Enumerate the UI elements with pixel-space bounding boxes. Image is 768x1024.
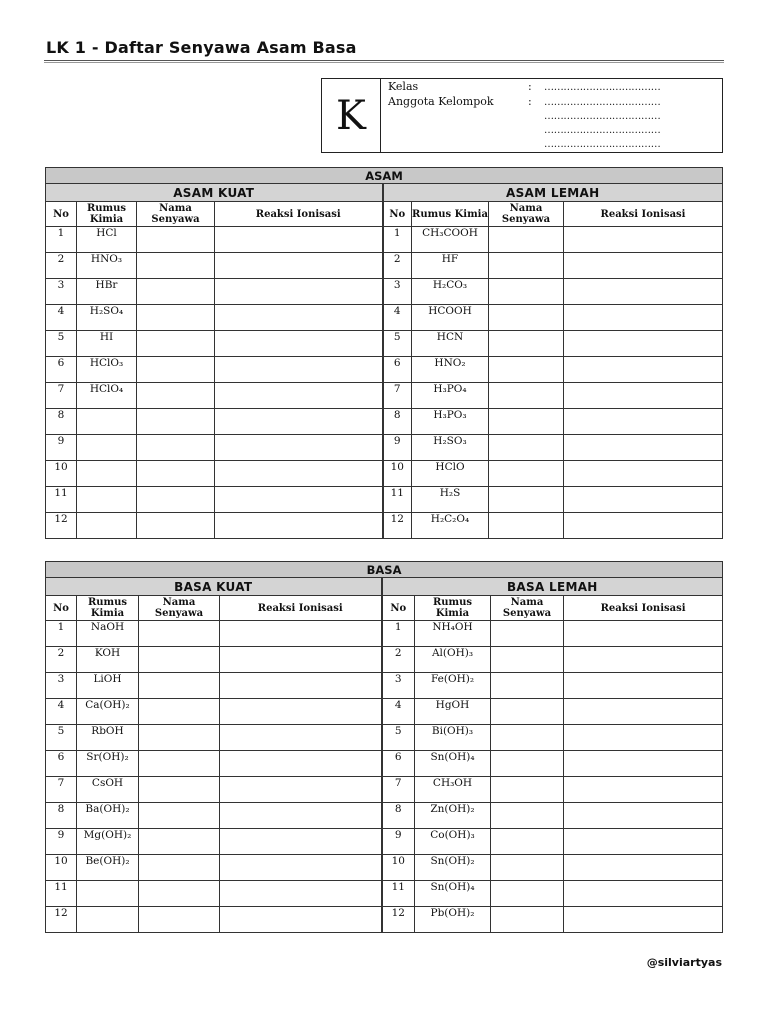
reaksi-ionisasi-cell[interactable] <box>564 227 723 253</box>
reaksi-ionisasi-cell[interactable] <box>564 435 723 461</box>
formula-cell: HClO <box>412 461 489 487</box>
basa-rows <box>46 621 723 933</box>
table-row <box>46 725 723 751</box>
reaksi-ionisasi-cell[interactable] <box>220 881 382 907</box>
formula-cell: Be(OH)₂ <box>77 855 139 881</box>
table-row <box>46 305 723 331</box>
reaksi-ionisasi-cell[interactable] <box>220 855 382 881</box>
table-row <box>46 253 723 279</box>
col-rumus: Rumus Kimia <box>77 596 139 621</box>
formula-cell: HBr <box>77 279 137 305</box>
formula-cell: CH₃OH <box>415 777 491 803</box>
row-number: 10 <box>382 855 415 881</box>
row-number: 1 <box>46 227 77 253</box>
info-row-anggota <box>388 94 660 109</box>
nama-senyawa-cell[interactable] <box>139 829 220 855</box>
author-credit: @silviartyas <box>646 956 722 969</box>
nama-senyawa-cell[interactable] <box>137 305 215 331</box>
row-number: 3 <box>383 279 412 305</box>
col-nama: Nama Senyawa <box>139 596 220 621</box>
row-number: 3 <box>46 279 77 305</box>
formula-cell <box>77 881 139 907</box>
formula-cell: NaOH <box>77 621 139 647</box>
info-fill-line[interactable]: ……………………………… <box>544 82 661 93</box>
formula-cell: H₂SO₄ <box>77 305 137 331</box>
formula-cell: HCl <box>77 227 137 253</box>
nama-senyawa-cell[interactable] <box>137 461 215 487</box>
info-label: Anggota Kelompok <box>388 95 494 108</box>
formula-cell: H₂CO₃ <box>412 279 489 305</box>
row-number: 11 <box>383 487 412 513</box>
row-number: 8 <box>383 409 412 435</box>
table-row <box>46 803 723 829</box>
row-number: 12 <box>382 907 415 933</box>
reaksi-ionisasi-cell[interactable] <box>564 855 723 881</box>
basa-table <box>45 561 723 933</box>
formula-cell: RbOH <box>77 725 139 751</box>
group-info-box <box>321 78 723 153</box>
formula-cell: CH₃COOH <box>412 227 489 253</box>
table-row <box>46 513 723 539</box>
page-title: LK 1 - Daftar Senyawa Asam Basa <box>46 38 357 57</box>
reaksi-ionisasi-cell[interactable] <box>564 305 723 331</box>
row-number: 2 <box>46 647 77 673</box>
table-row <box>46 751 723 777</box>
reaksi-ionisasi-cell[interactable] <box>564 331 723 357</box>
reaksi-ionisasi-cell[interactable] <box>215 383 383 409</box>
row-number: 9 <box>383 435 412 461</box>
reaksi-ionisasi-cell[interactable] <box>215 487 383 513</box>
table-row <box>46 881 723 907</box>
reaksi-ionisasi-cell[interactable] <box>564 383 723 409</box>
table-row <box>46 829 723 855</box>
basa-title: BASA <box>46 562 723 578</box>
reaksi-ionisasi-cell[interactable] <box>215 279 383 305</box>
asam-table <box>45 167 723 539</box>
nama-senyawa-cell[interactable] <box>489 435 564 461</box>
info-fill-line[interactable]: ……………………………… <box>544 111 661 122</box>
reaksi-ionisasi-cell[interactable] <box>220 829 382 855</box>
nama-senyawa-cell[interactable] <box>139 673 220 699</box>
row-number: 3 <box>46 673 77 699</box>
nama-senyawa-cell[interactable] <box>489 513 564 539</box>
reaksi-ionisasi-cell[interactable] <box>564 803 723 829</box>
nama-senyawa-cell[interactable] <box>489 357 564 383</box>
row-number: 9 <box>382 829 415 855</box>
table-row <box>46 435 723 461</box>
info-colon: : <box>528 80 532 93</box>
formula-cell: Mg(OH)₂ <box>77 829 139 855</box>
col-reaksi: Reaksi Ionisasi <box>564 202 723 227</box>
row-number: 11 <box>382 881 415 907</box>
formula-cell: Sn(OH)₄ <box>415 881 491 907</box>
formula-cell: Fe(OH)₂ <box>415 673 491 699</box>
formula-cell: HClO₃ <box>77 357 137 383</box>
nama-senyawa-cell[interactable] <box>489 227 564 253</box>
reaksi-ionisasi-cell[interactable] <box>215 305 383 331</box>
row-number: 2 <box>383 253 412 279</box>
nama-senyawa-cell[interactable] <box>139 751 220 777</box>
row-number: 11 <box>46 487 77 513</box>
nama-senyawa-cell[interactable] <box>489 383 564 409</box>
col-reaksi: Reaksi Ionisasi <box>220 596 382 621</box>
nama-senyawa-cell[interactable] <box>139 725 220 751</box>
reaksi-ionisasi-cell[interactable] <box>220 725 382 751</box>
nama-senyawa-cell[interactable] <box>489 487 564 513</box>
row-number: 6 <box>383 357 412 383</box>
formula-cell: H₂SO₃ <box>412 435 489 461</box>
table-row <box>46 409 723 435</box>
reaksi-ionisasi-cell[interactable] <box>215 461 383 487</box>
formula-cell: Ba(OH)₂ <box>77 803 139 829</box>
table-row <box>46 383 723 409</box>
row-number: 5 <box>46 725 77 751</box>
formula-cell: HCN <box>412 331 489 357</box>
reaksi-ionisasi-cell[interactable] <box>564 725 723 751</box>
reaksi-ionisasi-cell[interactable] <box>564 253 723 279</box>
formula-cell: HNO₃ <box>77 253 137 279</box>
formula-cell: HNO₂ <box>412 357 489 383</box>
col-nama: Nama Senyawa <box>491 596 564 621</box>
asam-rows <box>46 227 723 539</box>
nama-senyawa-cell[interactable] <box>489 279 564 305</box>
row-number: 1 <box>46 621 77 647</box>
col-rumus: Rumus Kimia <box>415 596 491 621</box>
nama-senyawa-cell[interactable] <box>489 331 564 357</box>
formula-cell: HF <box>412 253 489 279</box>
col-reaksi: Reaksi Ionisasi <box>564 596 723 621</box>
nama-senyawa-cell[interactable] <box>491 673 564 699</box>
reaksi-ionisasi-cell[interactable] <box>564 699 723 725</box>
nama-senyawa-cell[interactable] <box>139 803 220 829</box>
formula-cell <box>77 487 137 513</box>
asam-lemah-title: ASAM LEMAH <box>383 184 723 202</box>
reaksi-ionisasi-cell[interactable] <box>220 621 382 647</box>
nama-senyawa-cell[interactable] <box>139 907 220 933</box>
table-row <box>46 855 723 881</box>
reaksi-ionisasi-cell[interactable] <box>215 435 383 461</box>
row-number: 1 <box>382 621 415 647</box>
row-number: 4 <box>383 305 412 331</box>
info-fill-line[interactable]: ……………………………… <box>544 125 661 136</box>
row-number: 6 <box>46 751 77 777</box>
reaksi-ionisasi-cell[interactable] <box>564 409 723 435</box>
nama-senyawa-cell[interactable] <box>137 331 215 357</box>
row-number: 5 <box>382 725 415 751</box>
formula-cell: Zn(OH)₂ <box>415 803 491 829</box>
nama-senyawa-cell[interactable] <box>489 409 564 435</box>
nama-senyawa-cell[interactable] <box>491 699 564 725</box>
reaksi-ionisasi-cell[interactable] <box>215 227 383 253</box>
row-number: 6 <box>46 357 77 383</box>
formula-cell: HCOOH <box>412 305 489 331</box>
table-row <box>46 647 723 673</box>
row-number: 8 <box>46 409 77 435</box>
col-rumus: Rumus Kimia <box>412 202 489 227</box>
table-row <box>46 777 723 803</box>
basa-kuat-title: BASA KUAT <box>46 578 382 596</box>
row-number: 9 <box>46 829 77 855</box>
table-row <box>46 487 723 513</box>
table-row <box>46 673 723 699</box>
row-number: 4 <box>382 699 415 725</box>
nama-senyawa-cell[interactable] <box>491 777 564 803</box>
nama-senyawa-cell[interactable] <box>137 357 215 383</box>
formula-cell: Sn(OH)₂ <box>415 855 491 881</box>
table-row <box>46 227 723 253</box>
row-number: 11 <box>46 881 77 907</box>
row-number: 7 <box>382 777 415 803</box>
reaksi-ionisasi-cell[interactable] <box>564 513 723 539</box>
formula-cell: Al(OH)₃ <box>415 647 491 673</box>
nama-senyawa-cell[interactable] <box>139 777 220 803</box>
formula-cell: NH₄OH <box>415 621 491 647</box>
reaksi-ionisasi-cell[interactable] <box>564 829 723 855</box>
nama-senyawa-cell[interactable] <box>491 647 564 673</box>
reaksi-ionisasi-cell[interactable] <box>215 409 383 435</box>
info-row-member <box>388 122 660 137</box>
nama-senyawa-cell[interactable] <box>139 699 220 725</box>
asam-title: ASAM <box>46 168 723 184</box>
formula-cell: Co(OH)₃ <box>415 829 491 855</box>
reaksi-ionisasi-cell[interactable] <box>564 881 723 907</box>
formula-cell: HgOH <box>415 699 491 725</box>
nama-senyawa-cell[interactable] <box>139 855 220 881</box>
nama-senyawa-cell[interactable] <box>139 647 220 673</box>
formula-cell <box>77 435 137 461</box>
col-no: No <box>383 202 412 227</box>
reaksi-ionisasi-cell[interactable] <box>564 647 723 673</box>
reaksi-ionisasi-cell[interactable] <box>215 331 383 357</box>
row-number: 7 <box>383 383 412 409</box>
nama-senyawa-cell[interactable] <box>139 881 220 907</box>
nama-senyawa-cell[interactable] <box>137 435 215 461</box>
col-nama: Nama Senyawa <box>137 202 215 227</box>
nama-senyawa-cell[interactable] <box>137 513 215 539</box>
table-row <box>46 461 723 487</box>
nama-senyawa-cell[interactable] <box>491 751 564 777</box>
info-row-member <box>388 108 660 123</box>
row-number: 8 <box>46 803 77 829</box>
col-nama: Nama Senyawa <box>489 202 564 227</box>
reaksi-ionisasi-cell[interactable] <box>564 487 723 513</box>
formula-cell: Sn(OH)₄ <box>415 751 491 777</box>
nama-senyawa-cell[interactable] <box>139 621 220 647</box>
row-number: 12 <box>46 513 77 539</box>
formula-cell: Pb(OH)₂ <box>415 907 491 933</box>
reaksi-ionisasi-cell[interactable] <box>215 513 383 539</box>
info-fill-line[interactable]: ……………………………… <box>544 97 661 108</box>
row-number: 1 <box>383 227 412 253</box>
row-number: 10 <box>46 461 77 487</box>
nama-senyawa-cell[interactable] <box>489 461 564 487</box>
info-row-kelas <box>388 79 660 94</box>
group-letter: K <box>322 79 381 152</box>
col-no: No <box>46 202 77 227</box>
reaksi-ionisasi-cell[interactable] <box>215 357 383 383</box>
basa-lemah-title: BASA LEMAH <box>382 578 723 596</box>
nama-senyawa-cell[interactable] <box>491 855 564 881</box>
col-no: No <box>46 596 77 621</box>
nama-senyawa-cell[interactable] <box>491 725 564 751</box>
reaksi-ionisasi-cell[interactable] <box>564 357 723 383</box>
nama-senyawa-cell[interactable] <box>137 487 215 513</box>
formula-cell: CsOH <box>77 777 139 803</box>
reaksi-ionisasi-cell[interactable] <box>215 253 383 279</box>
formula-cell: KOH <box>77 647 139 673</box>
nama-senyawa-cell[interactable] <box>491 621 564 647</box>
row-number: 10 <box>383 461 412 487</box>
col-rumus: Rumus Kimia <box>77 202 137 227</box>
asam-kuat-title: ASAM KUAT <box>46 184 383 202</box>
reaksi-ionisasi-cell[interactable] <box>564 907 723 933</box>
info-fill-line[interactable]: ……………………………… <box>544 139 661 150</box>
formula-cell <box>77 907 139 933</box>
reaksi-ionisasi-cell[interactable] <box>564 673 723 699</box>
row-number: 12 <box>383 513 412 539</box>
nama-senyawa-cell[interactable] <box>491 907 564 933</box>
row-number: 3 <box>382 673 415 699</box>
table-row <box>46 357 723 383</box>
reaksi-ionisasi-cell[interactable] <box>220 907 382 933</box>
nama-senyawa-cell[interactable] <box>489 253 564 279</box>
info-row-member <box>388 136 660 151</box>
reaksi-ionisasi-cell[interactable] <box>564 751 723 777</box>
row-number: 4 <box>46 305 77 331</box>
row-number: 4 <box>46 699 77 725</box>
nama-senyawa-cell[interactable] <box>137 409 215 435</box>
row-number: 6 <box>382 751 415 777</box>
reaksi-ionisasi-cell[interactable] <box>220 751 382 777</box>
row-number: 9 <box>46 435 77 461</box>
row-number: 7 <box>46 777 77 803</box>
formula-cell: HI <box>77 331 137 357</box>
formula-cell: H₃PO₃ <box>412 409 489 435</box>
nama-senyawa-cell[interactable] <box>137 279 215 305</box>
table-row <box>46 331 723 357</box>
formula-cell <box>77 513 137 539</box>
row-number: 5 <box>46 331 77 357</box>
row-number: 8 <box>382 803 415 829</box>
row-number: 5 <box>383 331 412 357</box>
formula-cell: Bi(OH)₃ <box>415 725 491 751</box>
reaksi-ionisasi-cell[interactable] <box>220 647 382 673</box>
row-number: 7 <box>46 383 77 409</box>
formula-cell <box>77 461 137 487</box>
table-row <box>46 279 723 305</box>
reaksi-ionisasi-cell[interactable] <box>564 621 723 647</box>
col-reaksi: Reaksi Ionisasi <box>215 202 383 227</box>
nama-senyawa-cell[interactable] <box>137 227 215 253</box>
nama-senyawa-cell[interactable] <box>137 383 215 409</box>
reaksi-ionisasi-cell[interactable] <box>220 673 382 699</box>
table-row <box>46 621 723 647</box>
info-colon: : <box>528 95 532 108</box>
reaksi-ionisasi-cell[interactable] <box>564 461 723 487</box>
col-no: No <box>382 596 415 621</box>
formula-cell: LiOH <box>77 673 139 699</box>
nama-senyawa-cell[interactable] <box>491 881 564 907</box>
table-row <box>46 907 723 933</box>
row-number: 2 <box>382 647 415 673</box>
nama-senyawa-cell[interactable] <box>491 829 564 855</box>
row-number: 10 <box>46 855 77 881</box>
reaksi-ionisasi-cell[interactable] <box>564 279 723 305</box>
reaksi-ionisasi-cell[interactable] <box>220 699 382 725</box>
nama-senyawa-cell[interactable] <box>489 305 564 331</box>
formula-cell: H₂S <box>412 487 489 513</box>
info-label: Kelas <box>388 80 419 93</box>
reaksi-ionisasi-cell[interactable] <box>564 777 723 803</box>
nama-senyawa-cell[interactable] <box>491 803 564 829</box>
formula-cell: Ca(OH)₂ <box>77 699 139 725</box>
formula-cell: HClO₄ <box>77 383 137 409</box>
reaksi-ionisasi-cell[interactable] <box>220 803 382 829</box>
table-row <box>46 699 723 725</box>
formula-cell: H₃PO₄ <box>412 383 489 409</box>
row-number: 2 <box>46 253 77 279</box>
formula-cell: Sr(OH)₂ <box>77 751 139 777</box>
nama-senyawa-cell[interactable] <box>137 253 215 279</box>
title-divider <box>44 60 724 63</box>
row-number: 12 <box>46 907 77 933</box>
formula-cell: H₂C₂O₄ <box>412 513 489 539</box>
reaksi-ionisasi-cell[interactable] <box>220 777 382 803</box>
formula-cell <box>77 409 137 435</box>
